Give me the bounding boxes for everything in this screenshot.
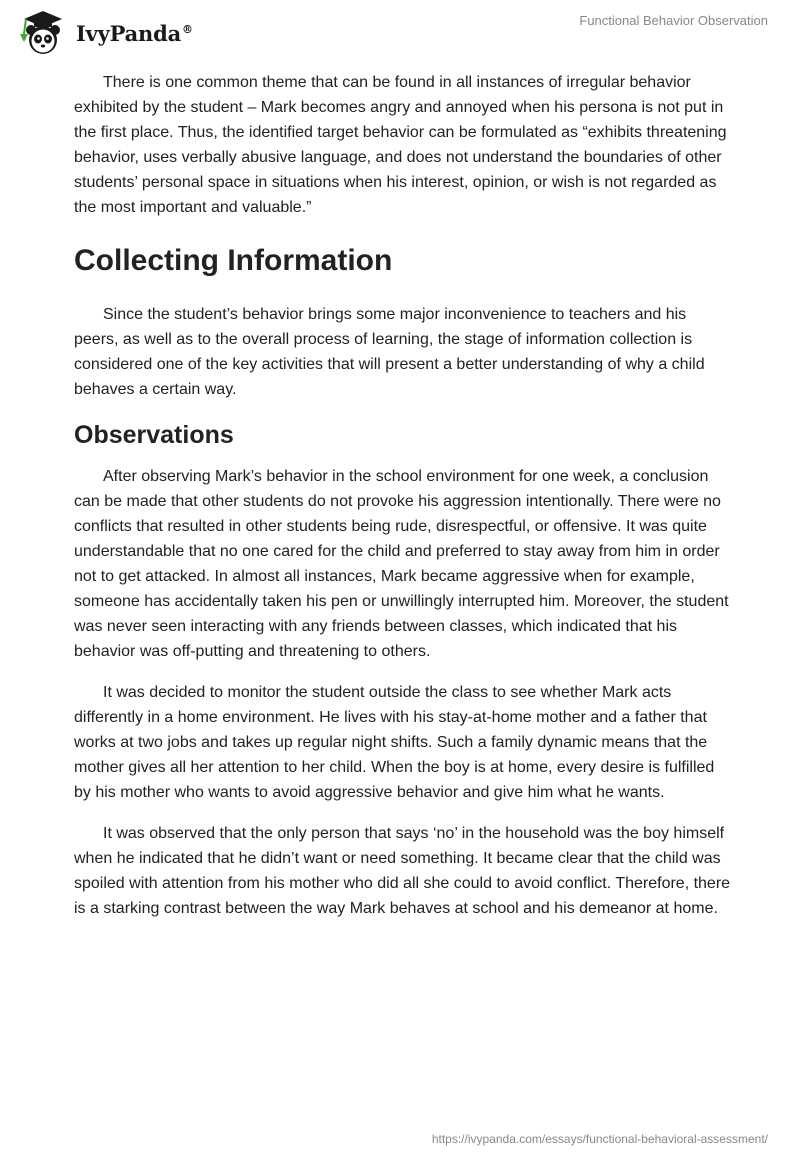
source-url[interactable]: https://ivypanda.com/essays/functional-behavioral-assessment/ (431, 1132, 768, 1146)
page-header (0, 0, 800, 60)
paragraph-observations-home: It was decided to monitor the student outside the class to see whether Mark acts differently in a home environment. He lives with his stay-at-home mother and a father that works at two jobs and takes up regular night shifts. Such a family dynamic means that the mother gives all her attention to her child. When the boy is at home, every desire is fulfilled by his mother who wants to avoid aggressive behavior and give him what he wants. (74, 684, 715, 801)
essay-body (74, 70, 734, 937)
paragraph-observations-school: After observing Mark’s behavior in the school environment for one week, a conclusion can be made that other students do not provoke his aggression intentionally. There were no conflicts that resulted in other students being rude, disrespectful, or offensive. It was quite understandable that no one cared for the child and preferred to stay away from him in order not to get attacked. In almost all instances, Mark became aggressive when for example, someone has accidentally taken his pen or unwillingly interrupted him. Moreover, the student was never seen interacting with any friends between classes, which indicated that his behavior was off-putting and threatening to others. (74, 468, 729, 660)
ivypanda-logo[interactable] (14, 8, 193, 58)
heading-observations: Observations (74, 421, 234, 449)
panda-graduate-icon (14, 8, 70, 58)
logo-name: IvyPanda (76, 20, 182, 46)
logo-wordmark (76, 20, 193, 46)
paragraph-target-behavior: There is one common theme that can be found in all instances of irregular behavior exhibited by the student – Mark becomes angry and annoyed when his persona is not put in the first place. Thus, the identified target behavior can be formulated as “exhibits threatening behavior, uses verbally abusive language, and does not understand the boundaries of other students’ personal space in situations when his interest, opinion, or wish is not regarded as the most important and valuable.” (74, 74, 727, 216)
paragraph-collecting-information: Since the student’s behavior brings some major inconvenience to teachers and his peers, as well as to the overall process of learning, the stage of information collection is considered one of the key activities that will present a better understanding of why a child behaves a certain way. (74, 306, 705, 398)
document-title: Functional Behavior Observation (579, 13, 768, 28)
heading-collecting-information: Collecting Information (74, 244, 393, 277)
registered-mark: ® (182, 22, 193, 36)
paragraph-observations-contrast: It was observed that the only person that says ‘no’ in the household was the boy himself when he indicated that he didn’t want or need something. It became clear that the child was spoiled with attention from his mother who did all she could to avoid conflict. Therefore, there is a starking contrast between the way Mark behaves at school and his demeanor at home. (74, 825, 731, 917)
